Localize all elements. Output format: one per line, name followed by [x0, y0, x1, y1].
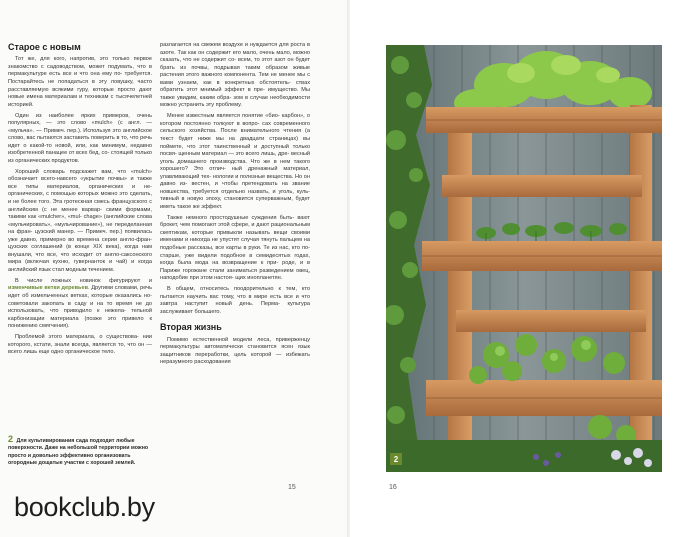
paragraph: Один из наиболее ярких примеров, очень популярных, — это слово «mulch» (с англ. — «мульча». — Примеч. пер.). Используя это английское слово, вас пытаются заставить поверить в то, что речь идет о какой-то новой, или, как минимум, недавно изобретенной панацее от всех бед, со- стоящей только из органических продуктов.	[8, 112, 152, 164]
section-heading: Старое с новым	[8, 42, 81, 52]
section-heading-2: Вторая жизнь	[160, 322, 222, 333]
page-number-left: 15	[288, 484, 296, 491]
highlighted-term: изменчивые ветки деревьев	[8, 285, 89, 292]
caption-text: Для культивирования сада подходит любые поверхности. Даже на небольшой территории можно просто и довольно эффективно организовать огородные дощатые участки с хорошей землей.	[8, 438, 149, 466]
paragraph: В числе ложных новинок фигурируют и изменчивые ветки деревьев. Другими словами, речь идет об измельченных ветках, которые оказались но- советовали закопать в саду и на то время не до использовать, что приводило к нежела- тельной карбонизации материала (позже это привело к понижению смягчения).	[8, 277, 152, 330]
photo-caption	[8, 436, 152, 467]
paragraph: Хороший словарь подскажет вам, что «mulch» обозначает всего-навсего «укрытие почвы» и также все типы материалов, органических и не- органических, с помощью которых можно это сделать, и не более того. Эта гротескная смесь французского с английским (с не менее варвар- скими формами, такими как «mulcher», «mul- chage» (английские слова «мульчировать», «мульчирование»), не переделанная на фран- цузский манер. — Примеч. пер.) появилась уже давно, примерно во времена серии англо-фран- цузских соглашений (в конце XIX века), когда нам внушали, что все, что исходит от англо-саксонского мира (включая кухню, гувернанток и чай) и когда английский язык стал модным течением.	[8, 168, 152, 273]
paragraph: Проблемой этого материала, о существова- нии которого, кстати, знали всегда, является то, что он — всего лишь еще одно органическое тело.	[8, 334, 152, 356]
paragraph: Помимо естественной модели леса, приверженцу пермакультуры автоматически становится ясен язык защитников переработки, цель которой — избежать неразумного расходования	[160, 336, 310, 366]
paragraph: Менее известным является понятие «био- карбон», о котором постоянно толкуют в вопро- сах современного сельского хозяйства. После внимательного чтения (а текст будет ниже мы на двадцати страницах) вы поймете, что этот таинственный и доступный только посвя- щенным материал — это всего лишь, дре- весный уголь домашнего производства. Что же в нем такого хорошего? Это отлич- ный дренажный материал, улавливающий тех- нологии и полезные вещества. Но он давно из- вестен, и чтобы претендовать на звание новшества, требуется отдельно назвать, и уголь, куль- тивный в новую эпоху, становится суперважным, будет иметь такое же эффект.	[160, 113, 310, 210]
paragraph: Также немного простодушные суждения быть- вают брокет, чем помогают этой сфере, и дают рациональным скептикам, которые привыкли называть вещи своими именами и никогда не упустят случая тянуть пальцем на подобные рассказы, все карты в руки. Те из нас, кто по- старше, уже видели подобное в семидесятых годах, когда была мода на возвращение к при- роде, и в Париже горожане стали заниматься разведением овец, наподобие при этом настоя- щих инопланетян.	[160, 214, 310, 282]
text-column-right	[160, 42, 310, 370]
text-column-left	[8, 42, 152, 360]
watermark-logo: bookclub.by	[14, 492, 155, 522]
pallet-garden-photo	[386, 45, 662, 472]
paragraph: Тот же, для кого, напротив, это только первое знакомство с садоводством, может подумать, что в пермакультуре есть все и что она ему по- требуется. Постарайтесь не попадаться в эту ловушку, часто расставляемую всякими гуру, которые просто дают новые имена материалам и техникам с тысячелетней историей.	[8, 56, 152, 108]
page-number-right: 16	[389, 484, 397, 491]
paragraph: разлагается на свежем воздухе и нуждается для роста в азоте. Так как он содержит его мало, очень мало, можно сказать, что не содержит со- всем, то этот азот он будет брать из почвы, подрывая таким образом живые растения этого важного компонента. Тем не менее мы с вами узнаем, как в конкретных обстоятель- ствах обратить этот мнимый эффект в пре- имущество. Мы также увидим, каким обра- зом в случае необходимости можно устранить эту проблему.	[160, 42, 310, 109]
paragraph: В общем, относитесь поодорительно к тем, кто пытается научить вас тому, что в мире есть все и что завтра наступит новый день. Перма- культура заслуживает большего.	[160, 286, 310, 315]
caption-number: 2	[8, 434, 14, 444]
left-page	[0, 0, 348, 537]
photo-number-badge: 2	[393, 455, 399, 464]
